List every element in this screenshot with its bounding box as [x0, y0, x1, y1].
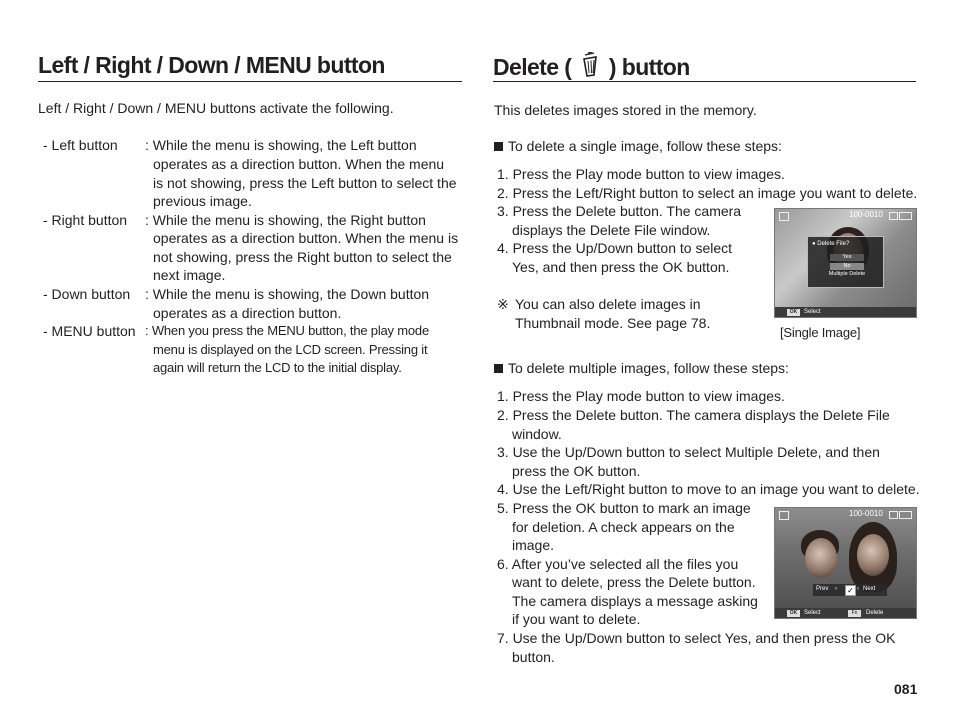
screen-topbar	[775, 209, 916, 221]
option-multiple-delete: Multiple Delete	[828, 271, 866, 277]
left-intro: Left / Right / Down / MENU buttons activate the following.	[38, 100, 394, 116]
menu-button-desc-1: : When you press the MENU button, the play mode	[145, 323, 429, 338]
file-number: 100-0010	[849, 509, 883, 518]
left-heading-rule	[38, 81, 462, 82]
multi-step-6-cont-3: if you want to delete.	[512, 611, 641, 627]
right-button-desc-3: not showing, press the Right button to select the	[153, 249, 452, 265]
photo-face-right	[857, 534, 889, 576]
screen-bottombar	[775, 307, 916, 317]
left-button-label: - Left button	[43, 137, 118, 153]
down-button-label: - Down button	[43, 286, 131, 302]
single-step-3: 3. Press the Delete button. The camera	[497, 203, 742, 219]
single-image-screen	[774, 208, 917, 318]
multi-step-5: 5. Press the OK button to mark an image	[497, 500, 751, 516]
note-line-1: You can also delete images in	[515, 296, 701, 312]
bullet-square-icon	[494, 142, 503, 151]
right-heading	[493, 52, 690, 84]
screen-bottombar	[775, 608, 916, 618]
checkmark-icon: ✓	[845, 585, 856, 596]
multiple-delete-title-text: To delete multiple images, follow these steps:	[508, 360, 789, 376]
multi-step-3: 3. Use the Up/Down button to select Multiple Delete, and then	[497, 444, 880, 460]
fn-button-icon: Fn	[848, 610, 861, 617]
chevron-right-icon: ›	[857, 586, 859, 592]
prev-next-bar	[813, 584, 887, 596]
right-button-desc-1: : While the menu is showing, the Right button	[145, 212, 426, 228]
left-button-desc-1: : While the menu is showing, the Left button	[145, 137, 417, 153]
single-step-2: 2. Press the Left/Right button to select an image you want to delete.	[497, 185, 918, 201]
right-button-label: - Right button	[43, 212, 128, 228]
trash-icon	[579, 52, 601, 84]
note-line-2: Thumbnail mode. See page 78.	[515, 315, 711, 331]
select-label: Select	[804, 309, 821, 315]
photo-face-left	[805, 538, 837, 578]
camera-icon	[889, 511, 898, 519]
next-label: Next	[863, 586, 876, 592]
multi-step-2-cont: window.	[512, 426, 562, 442]
chevron-left-icon: ‹	[835, 586, 837, 592]
left-button-desc-2: operates as a direction button. When the menu	[153, 156, 445, 172]
multi-step-6: 6. After you’ve selected all the files you	[497, 556, 739, 572]
multi-step-6-cont-2: The camera displays a message asking	[512, 593, 758, 609]
ok-button-icon: OK	[787, 309, 800, 316]
heading-pre: Delete (	[493, 54, 572, 80]
single-step-4: 4. Press the Up/Down button to select	[497, 240, 733, 256]
camera-icon	[889, 212, 898, 220]
ok-button-icon: OK	[787, 610, 800, 617]
right-heading-rule	[493, 81, 916, 82]
right-button-desc-2: operates as a direction button. When the menu is	[153, 230, 459, 246]
menu-button-desc-3: again will return the LCD to the initial display.	[153, 360, 402, 375]
single-image-caption: [Single Image]	[780, 325, 861, 340]
left-heading: Left / Right / Down / MENU button	[38, 52, 385, 78]
delete-file-dialog	[807, 236, 884, 288]
multiple-delete-screen	[774, 507, 917, 619]
menu-button-label: - MENU button	[43, 323, 136, 339]
page-number: 081	[894, 681, 918, 697]
left-button-desc-3: is not showing, press the Left button to select the	[153, 175, 457, 191]
heading-post: ) button	[608, 54, 690, 80]
select-label: Select	[804, 610, 821, 616]
multi-step-7-cont: button.	[512, 649, 555, 665]
delete-label: Delete	[866, 610, 884, 616]
play-mode-icon	[779, 511, 789, 520]
note-mark: ※	[497, 296, 509, 312]
battery-icon	[899, 511, 912, 519]
menu-button-desc-2: menu is displayed on the LCD screen. Pressing it	[153, 342, 428, 357]
dialog-title-text: Delete File?	[817, 241, 850, 247]
file-number: 100-0010	[849, 210, 883, 219]
dialog-title: ● Delete File?	[812, 241, 850, 247]
left-button-desc-4: previous image.	[153, 193, 252, 209]
multi-step-1: 1. Press the Play mode button to view images.	[497, 388, 785, 404]
right-button-desc-4: next image.	[153, 267, 226, 283]
single-step-4-cont: Yes, and then press the OK button.	[512, 259, 730, 275]
multi-step-6-cont-1: want to delete, press the Delete button.	[512, 574, 756, 590]
multi-step-2: 2. Press the Delete button. The camera displays the Delete File	[497, 407, 890, 423]
bullet-square-icon	[494, 364, 503, 373]
single-delete-title-text: To delete a single image, follow these steps:	[508, 138, 782, 154]
single-step-1: 1. Press the Play mode button to view images.	[497, 166, 785, 182]
down-button-desc-1: : While the menu is showing, the Down button	[145, 286, 430, 302]
play-mode-icon	[779, 212, 789, 221]
multi-step-4: 4. Use the Left/Right button to move to an image you want to delete.	[497, 481, 920, 497]
multiple-delete-title	[494, 359, 789, 378]
prev-label: Prev	[816, 586, 829, 592]
multi-step-7: 7. Use the Up/Down button to select Yes, and then press the OK	[497, 630, 896, 646]
multi-step-3-cont: press the OK button.	[512, 463, 641, 479]
multi-step-5-cont-1: for deletion. A check appears on the	[512, 519, 735, 535]
down-button-desc-2: operates as a direction button.	[153, 305, 342, 321]
single-step-3-cont: displays the Delete File window.	[512, 222, 711, 238]
option-no: No	[830, 263, 864, 270]
battery-icon	[899, 212, 912, 220]
single-delete-title	[494, 137, 782, 156]
option-yes: Yes	[830, 254, 864, 261]
right-intro: This deletes images stored in the memory.	[494, 102, 757, 118]
multi-step-5-cont-2: image.	[512, 537, 555, 553]
screen-topbar	[775, 508, 916, 520]
